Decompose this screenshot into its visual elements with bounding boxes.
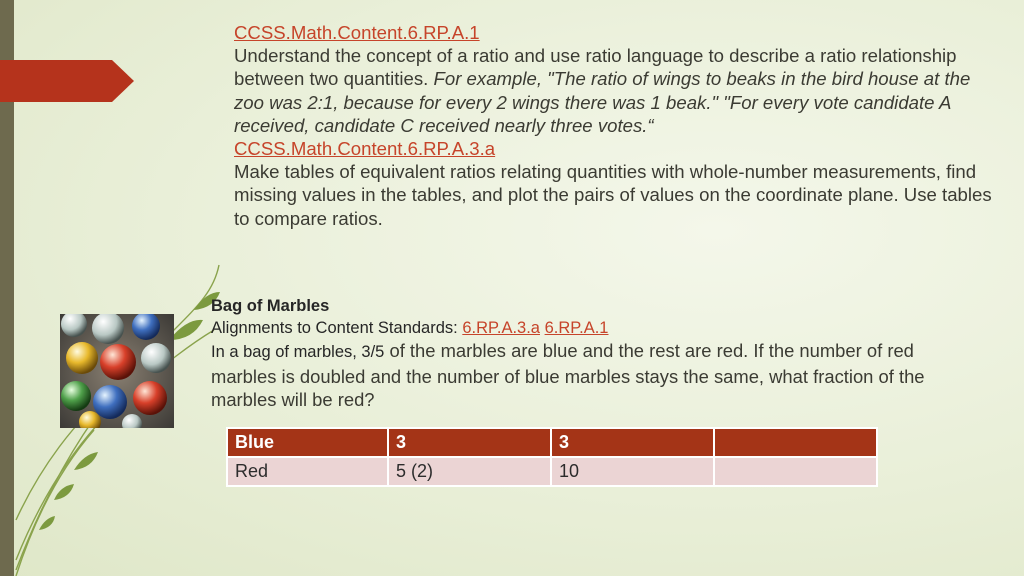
alignment-link-6-rp-a-1[interactable]: 6.RP.A.1 — [544, 319, 609, 337]
table-cell — [714, 457, 877, 486]
standard-1-text: Understand the concept of a ratio and use ratio language to describe a ratio relationship between two quantities. — [234, 45, 957, 90]
alignments-line — [211, 317, 931, 339]
table-cell: 5 (2) — [388, 457, 551, 486]
table-cell: 3 — [388, 428, 551, 457]
marbles-photo — [60, 314, 174, 428]
ratio-table — [226, 427, 878, 487]
problem-text — [211, 339, 931, 412]
standard-link-6-rp-a-1[interactable]: CCSS.Math.Content.6.RP.A.1 — [234, 22, 480, 43]
table-cell — [714, 428, 877, 457]
standard-2 — [234, 137, 1004, 230]
table-header-row — [227, 428, 877, 457]
alignment-link-6-rp-a-3-a[interactable]: 6.RP.A.3.a — [462, 319, 540, 337]
standard-link-6-rp-a-3-a[interactable]: CCSS.Math.Content.6.RP.A.3.a — [234, 138, 496, 160]
alignments-label: Alignments to Content Standards: — [211, 319, 463, 337]
task-block — [211, 295, 931, 412]
task-title: Bag of Marbles — [211, 297, 330, 315]
table-cell: Blue — [227, 428, 388, 457]
problem-rest: of the marbles are blue and the rest are red. If the number of red marbles is doubled and the number of blue marbles stays the same, what fraction of the marbles will be red? — [211, 340, 925, 411]
table-cell: Red — [227, 457, 388, 486]
table-row — [227, 457, 877, 486]
table-cell: 3 — [551, 428, 714, 457]
table-cell: 10 — [551, 457, 714, 486]
standard-1 — [234, 21, 1004, 137]
vine-decoration — [14, 0, 234, 576]
standard-2-text: Make tables of equivalent ratios relating quantities with whole-number measurements, find missing values in the tables, and plot the pairs of values on the coordinate plane. Use tables to compare ratios. — [234, 161, 992, 229]
problem-lead: In a bag of marbles, 3/5 — [211, 343, 385, 361]
standards-block — [234, 21, 1004, 230]
standard-1-example: For example, "The ratio of wings to beaks in the bird house at the zoo was 2:1, because for every 2 wings there was 1 beak." "For every vote candidate A received, candidate C received nearly three votes.“ — [234, 68, 971, 136]
